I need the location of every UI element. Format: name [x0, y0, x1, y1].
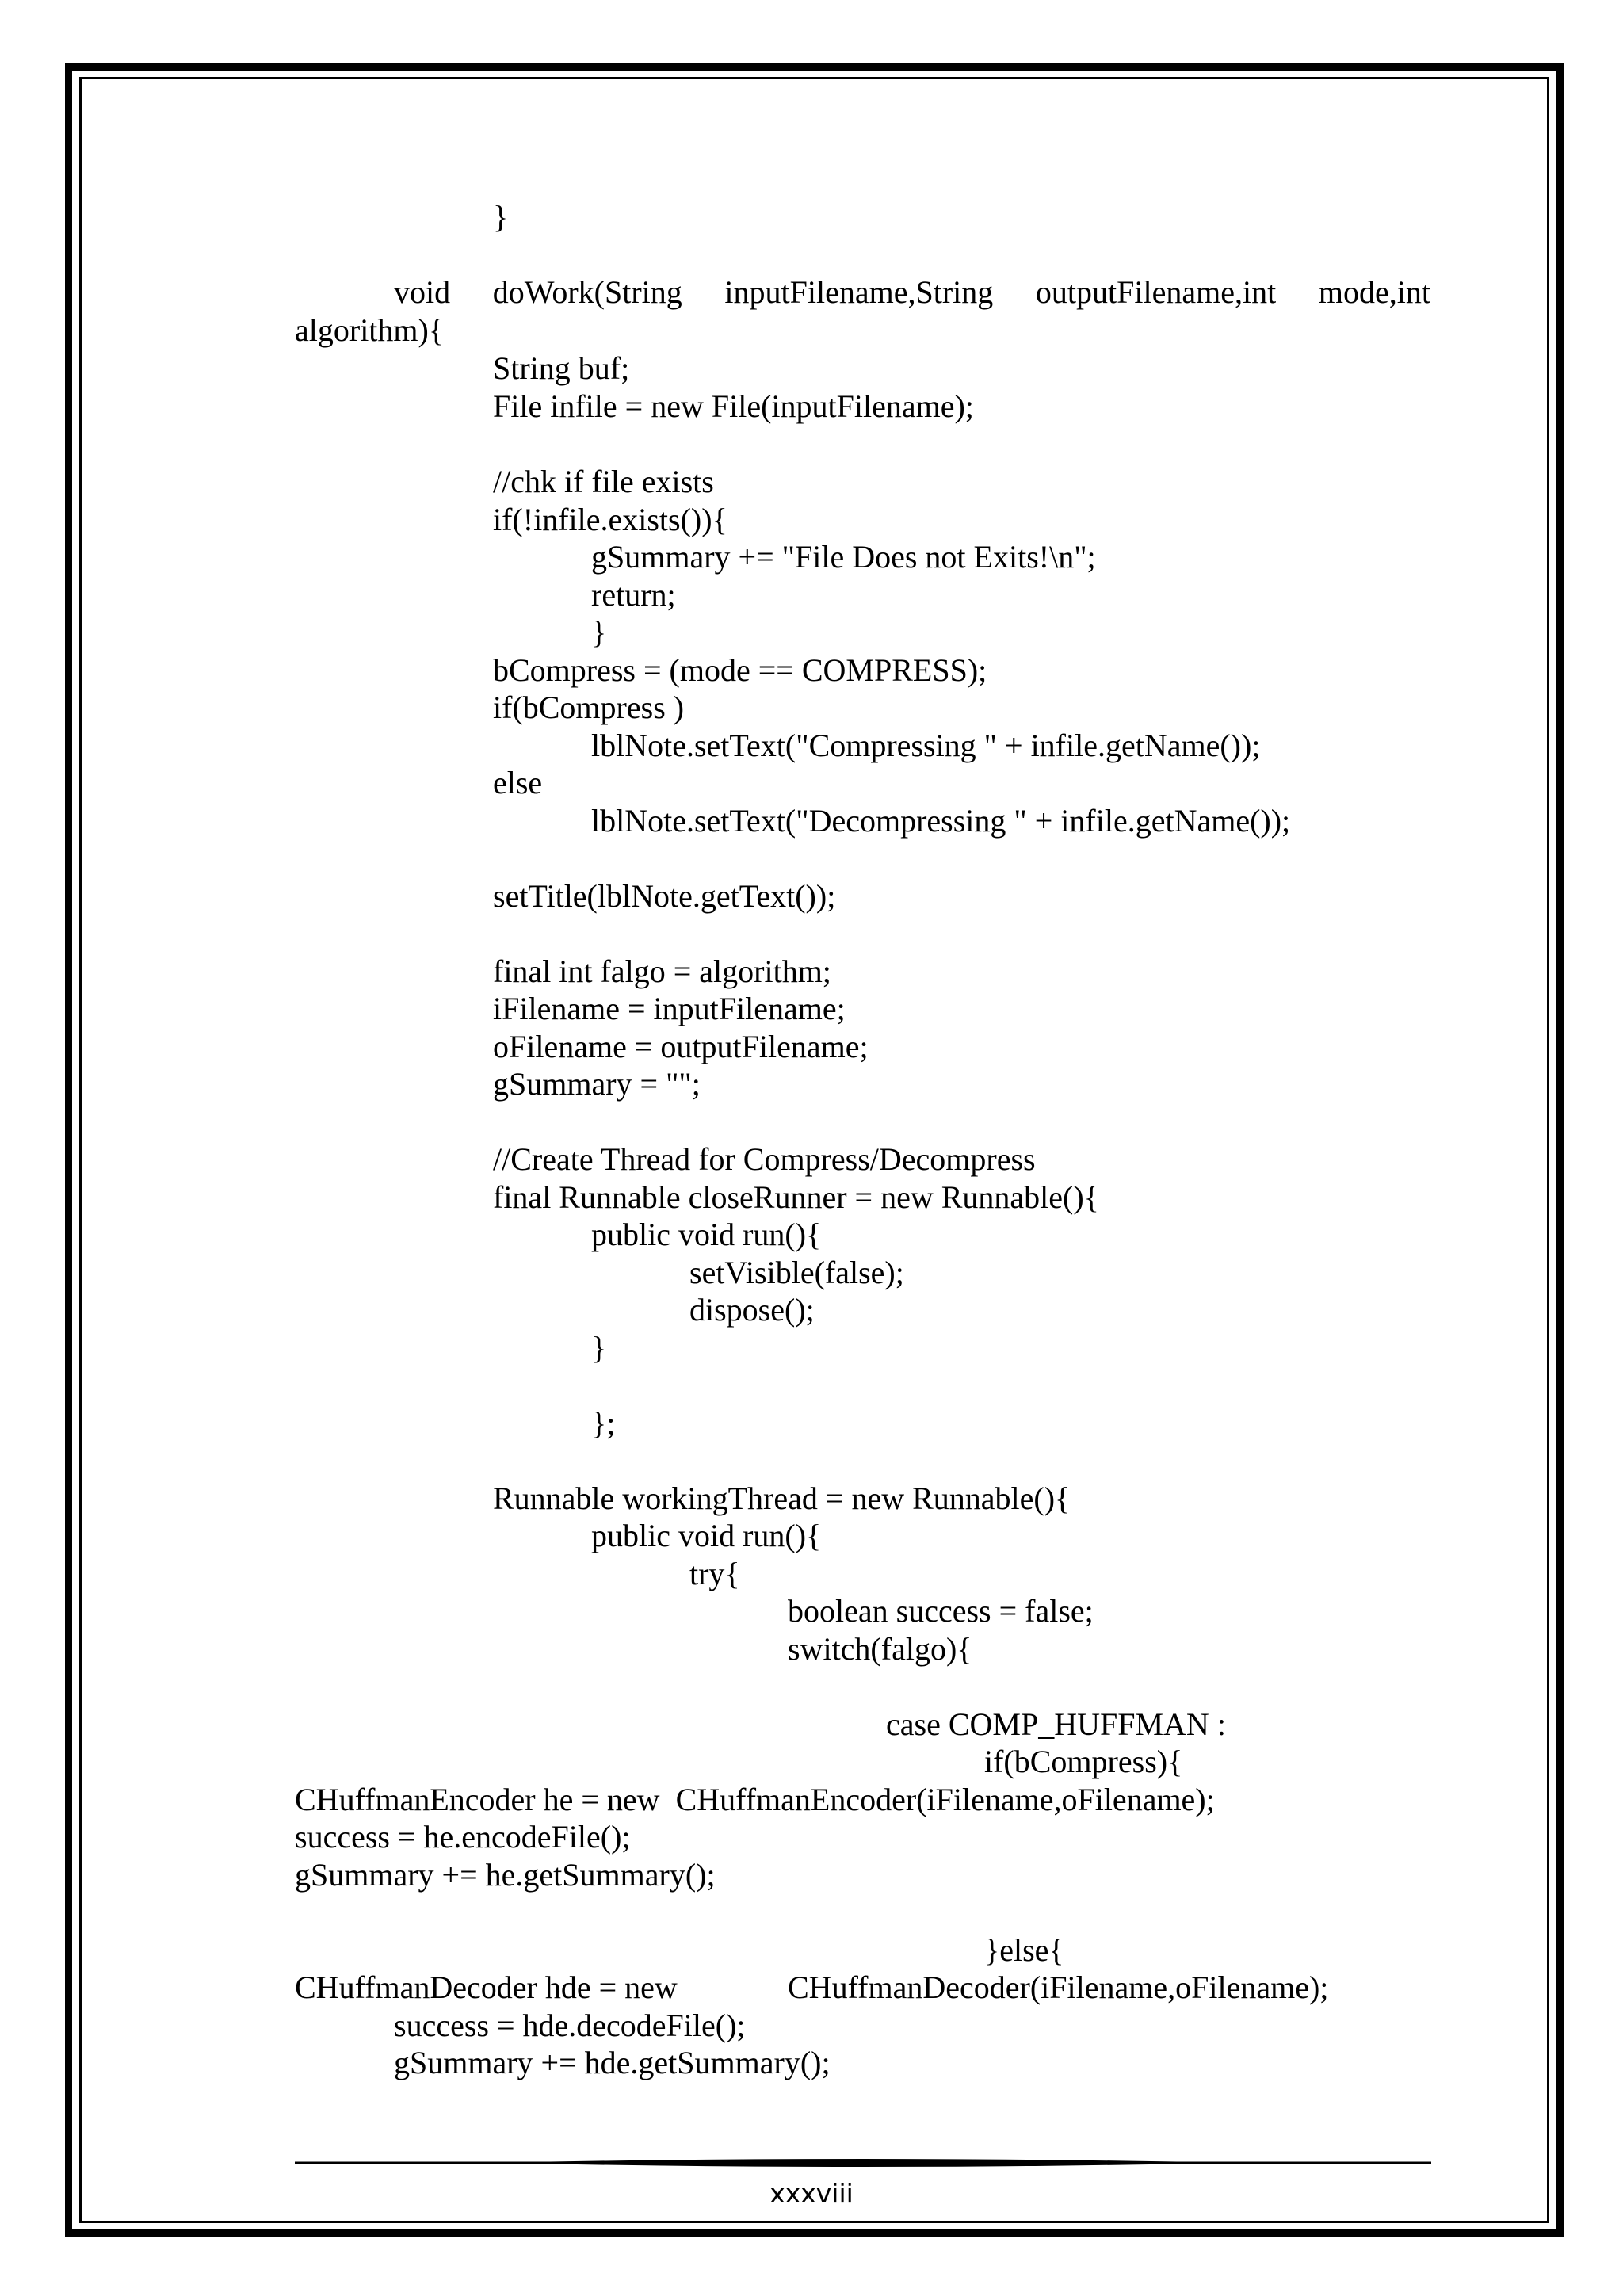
code-line: if(bCompress ) — [493, 690, 685, 725]
code-line: gSummary += he.getSummary(); — [295, 1857, 716, 1893]
code-line: File infile = new File(inputFilename); — [493, 388, 974, 424]
code-line: setVisible(false); — [689, 1255, 904, 1290]
method-signature — [394, 273, 1430, 311]
code-line: case COMP_HUFFMAN : — [886, 1706, 1226, 1742]
code-line: success = hde.decodeFile(); — [394, 2008, 746, 2043]
code-line: return; — [591, 577, 676, 613]
code-line: CHuffmanDecoder hde = new — [295, 1969, 678, 2005]
code-token: outputFilename,int — [1035, 274, 1277, 310]
code-line: success = he.encodeFile(); — [295, 1819, 631, 1855]
code-line: else — [493, 765, 543, 800]
code-line: }; — [591, 1405, 616, 1441]
code-line: CHuffmanEncoder he = new CHuffmanEncoder(iFilename,oFilename); — [295, 1782, 1215, 1817]
code-line: } — [591, 1330, 607, 1366]
code-line: setTitle(lblNote.getText()); — [493, 878, 836, 914]
code-line: oFilename = outputFilename; — [493, 1029, 869, 1064]
code-line: if(bCompress){ — [984, 1744, 1183, 1779]
code-line: boolean success = false; — [788, 1593, 1094, 1629]
code-line: algorithm){ — [295, 312, 445, 348]
code-line: gSummary += "File Does not Exits!\n"; — [591, 539, 1096, 575]
code-token: void — [394, 274, 451, 310]
code-line: iFilename = inputFilename; — [493, 991, 846, 1026]
code-line: } — [493, 199, 509, 235]
code-token: doWork(String — [492, 274, 682, 310]
code-line: try{ — [689, 1556, 740, 1591]
code-line: Runnable workingThread = new Runnable(){ — [493, 1480, 1071, 1516]
code-line: public void run(){ — [591, 1217, 822, 1252]
code-line: public void run(){ — [591, 1518, 822, 1553]
code-line: dispose(); — [689, 1292, 815, 1328]
code-line: bCompress = (mode == COMPRESS); — [493, 652, 987, 688]
code-line: CHuffmanDecoder(iFilename,oFilename); — [788, 1969, 1329, 2005]
code-line: switch(falgo){ — [788, 1631, 972, 1667]
code-token: mode,int — [1318, 274, 1430, 310]
code-line: gSummary += hde.getSummary(); — [394, 2045, 831, 2080]
code-line: lblNote.setText("Decompressing " + infile.getName()); — [591, 803, 1291, 839]
code-token: inputFilename,String — [724, 274, 994, 310]
code-line: }else{ — [984, 1932, 1064, 1968]
code-line: String buf; — [493, 350, 630, 386]
code-line: gSummary = ""; — [493, 1066, 701, 1102]
code-comment: //chk if file exists — [493, 464, 714, 499]
code-comment: //Create Thread for Compress/Decompress — [493, 1141, 1036, 1177]
footer-divider — [295, 2157, 1431, 2168]
code-line: final int falgo = algorithm; — [493, 953, 831, 989]
page-number: xxxviii — [769, 2178, 854, 2209]
code-line: if(!infile.exists()){ — [493, 502, 727, 537]
code-line: } — [591, 614, 607, 650]
code-line: final Runnable closeRunner = new Runnable(){ — [493, 1179, 1099, 1215]
code-line: lblNote.setText("Compressing " + infile.getName()); — [591, 728, 1261, 763]
